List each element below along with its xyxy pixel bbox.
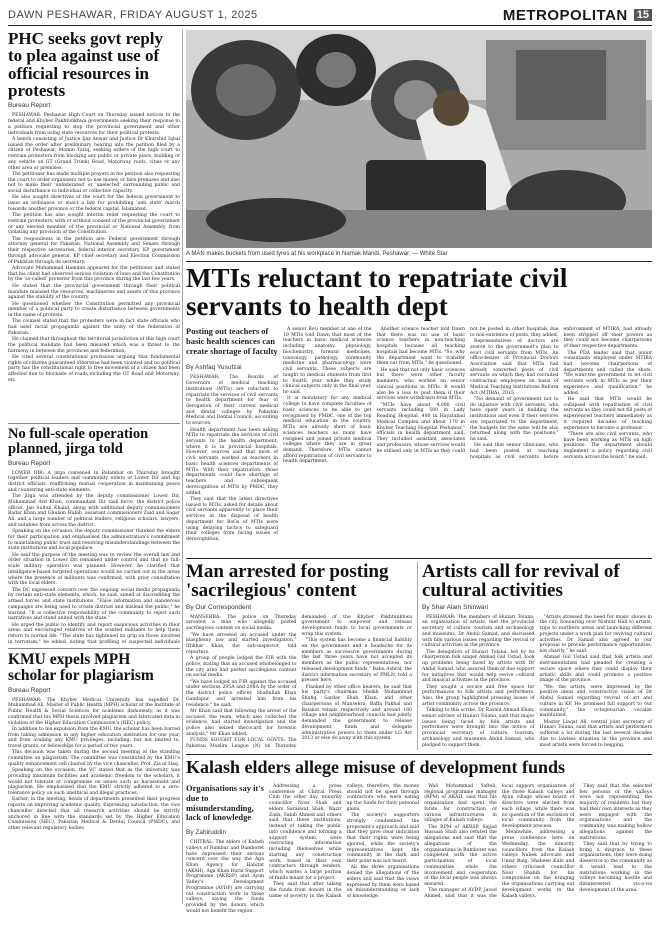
story-body bbox=[186, 615, 412, 750]
story-mti bbox=[186, 265, 652, 555]
paragraph: Representatives of doctors are averse to the government's plan to evict civil servants from MTIs. An office-bearer of Provincial Doctors Association said that MTIs had already converted posts of civil servants on which they had recruited contractual employees on basis of Medical Teaching Institutions Reform Act (MTIRA), 2015. bbox=[470, 339, 559, 396]
paragraph: Another science teacher told Dawn that there was no use of basic science teachers in non-teaching hospitals because all teaching hospitals had become MTIs. "So, why the department want to transfer them out from MTIs," he questioned. bbox=[376, 327, 465, 367]
paragraph: Master Liaqat Ali, central joint secretary of Hunari Tolana, said that artists and performers suffered a lot during the last several decades due to lawless situation in the province and most artists were forced to begging. bbox=[539, 719, 652, 748]
paragraph: A bench consisting of Justice Ijaz Anwar and Justice Dr Khurshid Iqbal issued the order after preliminary hearing into the petition filed by a citizen of Peshawar, Momin Tariq, seeking orders of the high court to restrain protesters from blocking any public or private place, building or any vehicle on GT (Grand Trunk) Road, Motorway roots, cities or any other area or premises. bbox=[8, 136, 180, 171]
paragraph: In addition to his expulsion from the KMU, the scholar has been barred from taking admission in any higher education institution for one year, and from availing any KMU privileges, including, but not limited to, travel grants, or fellowships for a period of two years. bbox=[8, 726, 180, 750]
story-body bbox=[283, 327, 652, 552]
story-kalash bbox=[186, 758, 652, 934]
story-phc bbox=[8, 30, 180, 420]
paragraph: He also sought directives of the court for the federal government to issue an ordinance or enact a law for prohibiting 'anti state' march towards another province or the federal capital, Islamabad. bbox=[8, 195, 180, 212]
paragraph: The petitioner has made multiple prayers in his petition also requesting the court to order organisers not to use money or hire premises and also not to make their 'unfederated' or 'unelected' surrounding public and social disturbance to individual or collective capacity. bbox=[8, 171, 180, 195]
masthead-rule bbox=[8, 25, 652, 26]
paragraph: Wali Mohammad Yafteli, regional programme manager (RPM) of AKAH, said that his organisation had spent the funds for construction of various infrastructures in villages of Kalash valleys. bbox=[424, 784, 497, 824]
paragraph: Mr Khan said that following the arrest of the accused, the team, which also collected the evidence, had started investigation and the police also seized thecocard for forensic analysis," Mr Khan added. bbox=[186, 708, 297, 737]
paragraph: The delegation of Hunari Tolana, led by its chairperson folk singer Ahmad Gul Ustad, took up problems being faced by artists with Dr Abdul Samad, who assured them of due support for initiatives that would help revive cultural and musical activities in the province. bbox=[422, 649, 535, 684]
column-rule bbox=[182, 30, 183, 904]
paragraph: FUNDS SOUGHT FOR LOCAL GOVTS: The Pakistan Muslim League (N) on Thursday demanded of the Khyber Pakhtunkhwa government to empower and release development funds to local governments or wrap this system. bbox=[186, 614, 412, 749]
paragraph: They said that the latest directives issued to MTIs, asked for details about civil servants apparently to place their services at the disposal of health department for BoGs of MTIs were using delaying tactics to safeguard their colleges from facing issues of derecognition. bbox=[186, 496, 278, 543]
paragraph: The jirga was attended by the deputy commissioner Lower Dir, Muhammad Arif Khan, commandant Dir task force, the district police officer, Jan Sultan Khalid, along with additional deputy commissioners Badar Khan and Ghulam Habib, assistant commissioners Zaid and Sagar Ali, and a large number of political leaders, religious scholars, lawyers, and notables from across the district. bbox=[8, 494, 180, 528]
paragraph: The RPM of AKRSP, Sajjad Hussain Shah also refuted the allegations and said that the allegations of the organisations in Bumboret was completed with the active participation of local communities while the involvement and cooperation of the local people was always ensured. bbox=[424, 824, 497, 888]
paragraph: He said that MTIs would be collapsed with repatriation of civil servants as they could not fill posts of experienced teachers immediately as it required decades of teaching experience to become a professor. bbox=[563, 397, 652, 431]
story-man-arrested bbox=[186, 562, 412, 750]
paragraph: "MTIs have about 4,000 civil servants including 500 in Lady Reading Hospital, 400 in Hayatabad Medical Complex and about 170 in Khyber Teaching Hospital Peshawar," officials in health department said. They included assistant associates and professors, whose services would be utilised only in MTIs as they could not be posted in other hospitals due to non-existence of posts, they added. bbox=[376, 327, 559, 454]
story-kmu bbox=[8, 652, 180, 934]
paragraph: The DC expressed concern over the ongoing social media propaganda by certain anti-state elements, which, he said, aimed at discrediting the armed forces and state institutions. "False information and slanderous campaigns are being used to create distrust and mislead the public," he warned. "It is collective responsibility of the community to reject such narratives and stand united with the state." bbox=[8, 587, 180, 622]
paragraph: It is mandatory for any medical college to have complete faculties of basic sciences to be able to get recognised by PMDC, one of the top medical education in the country. MTIs are already short of basic sciences teachers as many have resigned and joined private medical colleges where they are in great demand. Therefore, MTIs cannot afford repatriation of civil servants to health department. bbox=[283, 396, 372, 465]
story-byline: Bureau Report bbox=[8, 686, 51, 694]
paragraph: The respondents in the petition are: Federal government through attorney general for Pakistan, National Assembly and Senate through their respective secretaries, federal interior secretary, KP government through advocate general, KP chief secretary and Election Commission of Pakistan through its secretary. bbox=[8, 236, 180, 265]
story-headline: Artists call for revival of cultural activities bbox=[422, 562, 620, 602]
story-body bbox=[422, 615, 652, 750]
story-divider bbox=[186, 261, 652, 262]
story-byline: Bureau Report bbox=[8, 459, 51, 467]
paragraph: LOWER DIR: A jirga convened in Balambat on Thursday brought together political leaders and community elders of Lower Dir and top district officials, reaffirming mutual cooperation in maintaining peace and countering anti-state elements. bbox=[8, 470, 180, 493]
paragraph: The society's supporters strongly condemned the proponent's approach and said that they gave clear indication that their rights were being ignored, while the society's representatives kept the community in the dark and their point was not heard. bbox=[346, 813, 420, 865]
paragraph: He urged the public to identify and report suspicious activities in their areas and encouraged relatives of the wanted militants to help them return to normal life. "The state has tightened its grip on those involved in terrorism," he added, noting that profiling of suspected individuals bbox=[8, 622, 180, 645]
story-byline: By Zahiruddin bbox=[186, 829, 227, 837]
dateline: DAWN PESHAWAR, FRIDAY AUGUST 1, 2025 bbox=[8, 9, 258, 21]
paragraph: The manager of AVDP, Javed Ahmed, said that it was the local support organisation of the three Kalash valleys and Ayun village whose board of directors were elected from each village, while there was no question of the exclusion of local community from the development process. bbox=[424, 784, 575, 900]
story-headline: Man arrested for posting 'sacrilegious' content bbox=[186, 562, 389, 602]
paragraph: PESHAWAR: The Khyber Medical University has expelled Dr. Muhammad Ali, Master of Public Health (MPH) scholar at the Institute of Public Health & Social Sciences for academic dishonesty, as it was confirmed that his MPH thesis involved plagiarism and fabricated data in violation of the Higher Education Commission's (HEC) policy. bbox=[8, 697, 180, 726]
paragraph: He questioned whether the Constitution permitted any provincial member of a political party to create disturbance between governments in the name of protests. bbox=[8, 301, 180, 319]
story-body-lead bbox=[186, 840, 264, 915]
photo-illustration bbox=[186, 30, 652, 248]
paragraph: "There are also civil servants, who have been working as MTIs on high positions. The department should implement a policy regarding civil servants across the board," he said. bbox=[563, 432, 652, 460]
paragraph: Earlier, in the meeting, heads of departments presented their progress reports on improving academic quality. Expressing satisfaction, the vice chancellor directed that all research activities should be strictly anchored in line with the standards set by the Higher Education Commission (HEC), Pakistan Medical & Dental Council (PMDC), and other relevant regulatory bodies. bbox=[8, 797, 180, 832]
paragraph: Meanwhile, addressing a press conference here on Wednesday, the minority councillors from the Kalash valleys Nabek advocate and Umar Baig, Shaheen Kabi and others criticised councillor Noor Shahib for his compromise on the bringing the organisations carrying out development works in the Kalash valleys. bbox=[501, 830, 575, 899]
paragraph: Talking to this scribe, Dr Rashid Ahmad Khan, senior adviser of Hunari Tolana, said that major issues being faced by folk artists and performers were brought into the notice of provincial secretary of culture, tourism, archaeology and museums Abdul Samad, who pledged to support them. bbox=[422, 708, 535, 748]
masthead bbox=[8, 6, 652, 24]
paragraph: "We, the artists, were impressed by the positive ideas and constructive vision of Dr Abdul Samad regarding revival of art and culture in KP. He promised full support to our community," the octogenarian vocalist maintained. bbox=[539, 684, 652, 719]
paragraph: Flanked by other office bearers, he said that his party's chairman Sheikh Muhammad Shafiq, Sardar Shah Khan, and other chairpersons of Mansehra, Baffa Pakhal and Balakot tehsils respectively and around 180 village and neighbourhood councils had jointly demanded the government to release development funds and delegate administrative powers to them under LG Act 2013 or else do away with this system. bbox=[301, 684, 412, 742]
story-artists bbox=[422, 562, 652, 750]
paragraph: He stated that the provincial government through their political mandate misused the resources, machineries and assets of this province against the stability of the country. bbox=[8, 283, 180, 301]
story-divider bbox=[186, 558, 652, 559]
paragraph: Ahmad Gul Ustad said that folk artists and instrumentalists had pleaded for creating a secure space where they could display their artistic skills and could promote a positive image of the province. bbox=[539, 655, 652, 684]
story-deck: Posting out teachers of basic health sciences can create shortage of faculty bbox=[186, 326, 278, 356]
paragraph: Health department has been asking MTIs to repatriate the services of civil servants to the health department, where it is in provincial hospitals. However, sources said that most of civil servants worked as teachers in basic health sciences departments of MTIs. With their repatriation, those departments could face shortage of teachers and subsequent derecognition of MTIs by PMDC, they added. bbox=[186, 427, 278, 496]
story-jirga bbox=[8, 427, 180, 645]
paragraph: All the three organisations denied the allegations of the elders and said that the views expressed by them were based on misunderstanding or lack of knowledge. bbox=[346, 865, 420, 900]
paragraph: This decision was taken during the second meeting of the standing committee on plagiarism. The committee was constituted by the KMU's quality enhancement cell chaired by the vice chancellor, Prof. Zia ul Haq. bbox=[8, 750, 180, 767]
paragraph: PESHAWAR: The Boards of Governors of medical teaching institutions (MTIs) are reluctant to repatriate the services of civil servants to health department for fear of derogation of their current medical and dental colleges by Pakistan Medical and Dental Council, according to sources. bbox=[186, 375, 278, 427]
story-divider bbox=[186, 754, 652, 755]
paragraph: He said that not only basic sciences but there were other faculty members, who worked on senior clinical positions in MTIs. It would also be a loss to post them if their services were withdrawn from MTIs. bbox=[376, 367, 465, 402]
story-byline: By Our Correspondent bbox=[186, 603, 252, 611]
paragraph: They said that by trying to bring a disgrace to these organisations, they were doing disservice to the community as it would lead to the institutions working in the valleys becoming hostile and disinterested vis-a-vis development of the area. bbox=[579, 841, 652, 893]
paragraph: The petition has also sought interim relief requesting the court to restrain protesters, with or without consent of the provincial government or any elected member of the provincial or National Assembly, from violating any provision of the Constitution. bbox=[8, 213, 180, 236]
story-headline: KMU expels MPH scholar for plagiarism bbox=[8, 652, 154, 684]
column-rule bbox=[417, 562, 418, 750]
story-headline: PHC seeks govt reply to plea against use of official resources in protests bbox=[8, 30, 164, 100]
paragraph: PESHAWAR: Peshawar High Court on Thursday issued notices to the federal and Khyber Pakhtunkhwa governments seeking their response to a petition requesting to stop the provincial government and other individuals from using state resources for their political protests. bbox=[8, 113, 180, 136]
paragraph: They said that the selected few persons of the valleys were not representing the majority of residents but they had their own interests as they were engaged with the organisations and the community was making hollow allegations against the institutions. bbox=[579, 784, 652, 841]
story-body bbox=[8, 471, 180, 645]
paragraph: The PDA leader said that junior consultants employed under MTIRA had become chairpersons of departments and called the shots. "We want the government to let civil servants work in MTIs as per their experience and qualification," he added. bbox=[563, 350, 652, 396]
paragraph: "We have arrested an accused under the blasphemy law and started investigation," Iftikhar Khan, the sub-inspector, told reporters. bbox=[186, 632, 297, 655]
paragraph: A group of people lodged the FIR with the police, stating that an accused whobelonged to the city area had posted sacrilegious content on social media. bbox=[186, 656, 297, 679]
story-headline: MTIs reluctant to repatriate civil servants to health dept bbox=[186, 265, 568, 321]
paragraph: "We have lodged an FIR against the accused under sections 295A and 298A by the order of the district police officer, Shafiullah Khan Gandapur, and arrested him from his residence," he said. bbox=[186, 679, 297, 708]
story-headline: No full-scale operation planned, jirga told bbox=[8, 427, 149, 457]
paragraph: Speaking on the occasion, the VC stated that as the university was providing maximum facilities and academic freedom to the scholars, it would not tolerate or compromise on issues such as harassment and plagiarism. He emphasised that the KMU strictly adhered to a zero-tolerance policy on such unethical and illegal practices. bbox=[8, 768, 180, 797]
story-divider bbox=[8, 423, 180, 424]
news-photo bbox=[186, 30, 652, 248]
paragraph: Addressing a press conference at Chitral Press Club the other day, minority councillor Noor Shah and elders Saraswat Shah, Wazir Zada, Sahib Ahmed and others said that these institutions, instead of taking the public into confidence and forming a support system, were restricting information including themselves while starting any construction work, based in their own contractors through tenders, which wastes a large portion of funds meant for a project. bbox=[269, 784, 342, 881]
story-deck: Organisations say it's due to misunderstanding, lack of knowledge bbox=[186, 783, 264, 823]
section-name: METROPOLITAN bbox=[502, 6, 628, 24]
paragraph: Advocate Muhammad Hamdan appeared for the petitioner and stated that his client had observed serious violation of laws and the Constitution by the 'so-called' protester from this province during the last few years. bbox=[8, 265, 180, 283]
story-headline: Kalash elders allege misuse of development funds bbox=[186, 758, 566, 777]
story-body bbox=[8, 113, 180, 383]
paragraph: "This system has become a financial liability on the government and a headache for its members as successive governments during the last three years have not accepted its members as the public representatives, nor released development funds," Babu Ashraf, the district information secretary of PMLN, told a presser here. bbox=[301, 638, 412, 684]
paragraph: He said the purpose of the meeting was to review the overall law and order situation in Lower Dir remained under control and that no full-scale military operation was planned. However, he clarified that intelligence-based targeted operations would be carried out in the areas where the presence of militants was confirmed, with prior consultation with the local elders. bbox=[8, 552, 180, 587]
story-divider bbox=[8, 648, 180, 649]
paragraph: The counsel stated that the protesters were in fact state officials who had used racial propaganda against the unity of the federation of Pakistan. bbox=[8, 319, 180, 336]
paragraph: CHITRAL: The elders of Kalash valleys of Rumbur and Bumboret have expressed their serious concern over the way the Aga Khan Agency for Habitat (AKAH), Aga Khan Rural Support Programme (AKRSP) and Ayun Valley's Development Programme (AVDP) are carrying out construction work in these valleys, saying the funds provided by the donors which would not benefit the region. bbox=[186, 840, 264, 914]
story-byline: Bureau Report bbox=[8, 102, 51, 110]
story-byline: By Shar Alam Shinwari bbox=[422, 603, 489, 611]
story-body bbox=[8, 698, 180, 832]
paragraph: "Artists stressed the need for music shows in the city, honouring over Nishtar Hall to artists, trips to northern areas and launching different projects under a work plan for reviving cultural activities. Dr Samad also agreed to our proposal to provide performance opportunities, not charity," he said. bbox=[539, 614, 652, 655]
story-byline: By Ashfaq Yusufzai bbox=[186, 364, 242, 372]
paragraph: PESHAWAR: The members of Hunari Tolana, an organisation of artists, met the provincial secretary of culture, tourism and archaeology and museums, Dr Abdul Samad, and discussed with him various issues regarding the revival of cultural activities in the province. bbox=[422, 614, 535, 649]
story-body-lead bbox=[186, 375, 278, 542]
paragraph: A senior BoG member at one of the 10 MTIs told Dawn that most of the teachers in basic medical sciences including anatomy, physiology, biochemistry, forensic medicines, toxicology, pathology, community medicine and pharmacology were civil servants. These subjects are taught to medical students from first to fourth year while they study clinical subjects only in the final year, he said. bbox=[283, 327, 372, 396]
paragraph: They said that after taking the funds from donors in the name of poverty in the Kalash valleys, therefore, the money should not be spent through contractors who were eating up the funds for their personal gains. bbox=[269, 784, 420, 899]
story-body bbox=[269, 784, 652, 932]
paragraph: They sought a secure and free space for performances to folk artists and performers. Also, the group highlighted pressing issues of artist community across the province. bbox=[422, 684, 535, 707]
paragraph: He cited several constitutional provisions arguing that fundamental rights of citizens guaranteed otherwise had been violated and no political party has the constitutional right to free movement of a citizen had been affected due to blockade of roads including the GT Road and Motorway, etc. bbox=[8, 354, 180, 383]
page-number: 15 bbox=[634, 9, 652, 21]
paragraph: Speaking on the occasion, the deputy commissioner thanked the elders for their participation and emphasised the administration's commitment to maintaining public trust and resolving misunderstandings between the state institutions and local populace. bbox=[8, 529, 180, 552]
paragraph: He claimed that throughout the territorial jurisdiction of this high court the political mandate had been misused which was a threat to the harmony in between the provinces and federation. bbox=[8, 337, 180, 354]
paragraph: He said that senior clinicians, who had been posted at teaching hospitals as civil servants before enforcement of MTIRA, had already been stripped off their powers as they could not become chairpersons of their respective departments. bbox=[470, 327, 652, 460]
paragraph: MANSEHRA: The police on Thursday arrested a man who allegedly posted sacrilegious content on social media. bbox=[186, 614, 297, 632]
paragraph: "No demand of government not to do injustice with civil servants, who have spent years in building the institutions and even if their services are repatriated to the department, the budgets for the same will be also returned along with the positions," he said. bbox=[470, 397, 559, 443]
section-header bbox=[503, 7, 652, 24]
photo-caption: A MAN makes buckets from used tyres at his workplace in Namak Mandi, Peshawar. — White Star bbox=[186, 251, 448, 257]
